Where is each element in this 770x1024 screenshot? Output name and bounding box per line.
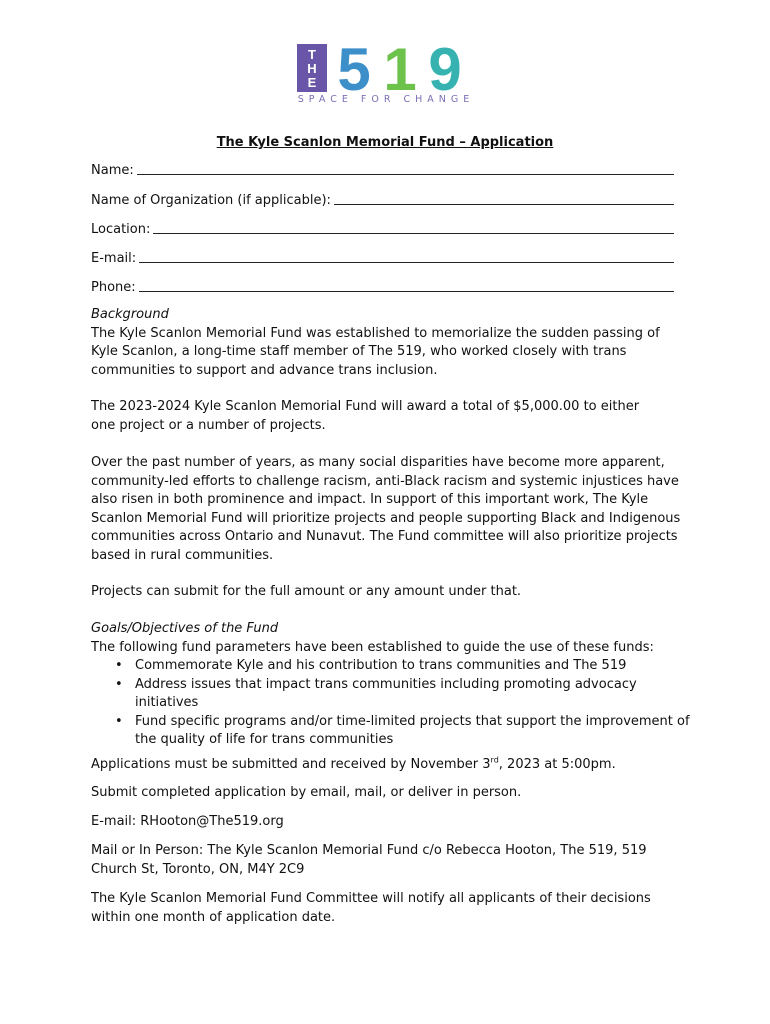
- logo-letter-e: E: [307, 75, 317, 90]
- deadline-superscript: rd: [490, 755, 499, 765]
- phone-field[interactable]: [91, 277, 674, 295]
- email-label: E-mail:: [91, 251, 137, 266]
- goal-item: • Address issues that impact trans communities including promoting advocacy initiatives: [91, 676, 690, 713]
- organization-label: Name of Organization (if applicable):: [91, 193, 331, 208]
- background-paragraph-1: The Kyle Scanlon Memorial Fund was established to memorialize the sudden passing of Kyle Scanlon, a long-time staff member of The 519, who worked closely with trans communities to support and advance trans inclusion.: [91, 325, 660, 378]
- background-heading: Background: [91, 307, 169, 322]
- location-line[interactable]: [153, 233, 674, 234]
- goal-item: • Fund specific programs and/or time-limited projects that support the improvement of the quality of life for trans communities: [91, 713, 690, 750]
- goals-list: [91, 657, 691, 750]
- goals-intro: The following fund parameters have been established to guide the use of these funds:: [91, 639, 654, 655]
- goals-heading: Goals/Objectives of the Fund: [91, 621, 279, 636]
- location-label: Location:: [91, 222, 151, 237]
- name-label: Name:: [91, 163, 134, 178]
- email-line[interactable]: [139, 262, 674, 263]
- goals-section: [91, 620, 691, 750]
- logo-digit-5: 5: [337, 44, 371, 92]
- logo-digit-1: 1: [383, 44, 417, 92]
- organization-field[interactable]: [91, 190, 674, 208]
- deadline-paragraph: [91, 756, 691, 775]
- award-paragraph: The 2023-2024 Kyle Scanlon Memorial Fund will award a total of $5,000.00 to either one project or a number of projects.: [91, 399, 640, 433]
- organization-line[interactable]: [334, 204, 674, 205]
- deadline-time: , 2023 at 5:00pm.: [498, 757, 616, 772]
- logo-letter-t: T: [308, 47, 316, 62]
- priorities-paragraph: Over the past number of years, as many social disparities have become more apparent, community-led efforts to challenge racism, anti-Black racism and systemic injustices have also risen in both prominence and impact. In support of this important work, The Kyle Scanlon Memorial Fund will prioritize projects and people supporting Black and Indigenous communities across Ontario and Nunavut. The Fund committee will also prioritize projects based in rural communities.: [91, 455, 681, 563]
- logo-letter-h: H: [307, 61, 317, 76]
- logo-digit-9: 9: [428, 44, 462, 92]
- location-field[interactable]: [91, 219, 674, 237]
- email-field[interactable]: [91, 248, 674, 266]
- notification-paragraph: The Kyle Scanlon Memorial Fund Committee will notify all applicants of their decisions within one month of application date.: [91, 891, 651, 925]
- amount-paragraph: Projects can submit for the full amount or any amount under that.: [91, 584, 522, 599]
- logo-tagline: SPACE FOR CHANGE: [297, 94, 475, 105]
- mail-address-paragraph: Mail or In Person: The Kyle Scanlon Memorial Fund c/o Rebecca Hooton, The 519, 519 Church St, Toronto, ON, M4Y 2C9: [91, 843, 647, 877]
- deadline-text: Applications must be submitted and received by November 3: [91, 757, 491, 772]
- contact-email: E-mail: RHooton@The519.org: [91, 814, 284, 829]
- goal-item: • Commemorate Kyle and his contribution to trans communities and The 519: [91, 657, 690, 676]
- name-field[interactable]: [91, 160, 674, 178]
- background-section: [91, 306, 691, 380]
- phone-line[interactable]: [139, 291, 674, 292]
- name-line[interactable]: [137, 174, 674, 175]
- the519-logo: [297, 44, 475, 108]
- page-title: The Kyle Scanlon Memorial Fund – Application: [216, 135, 554, 150]
- phone-label: Phone:: [91, 280, 136, 295]
- submit-method-paragraph: Submit completed application by email, mail, or deliver in person.: [91, 785, 522, 800]
- the519-logo-mark: [297, 44, 475, 92]
